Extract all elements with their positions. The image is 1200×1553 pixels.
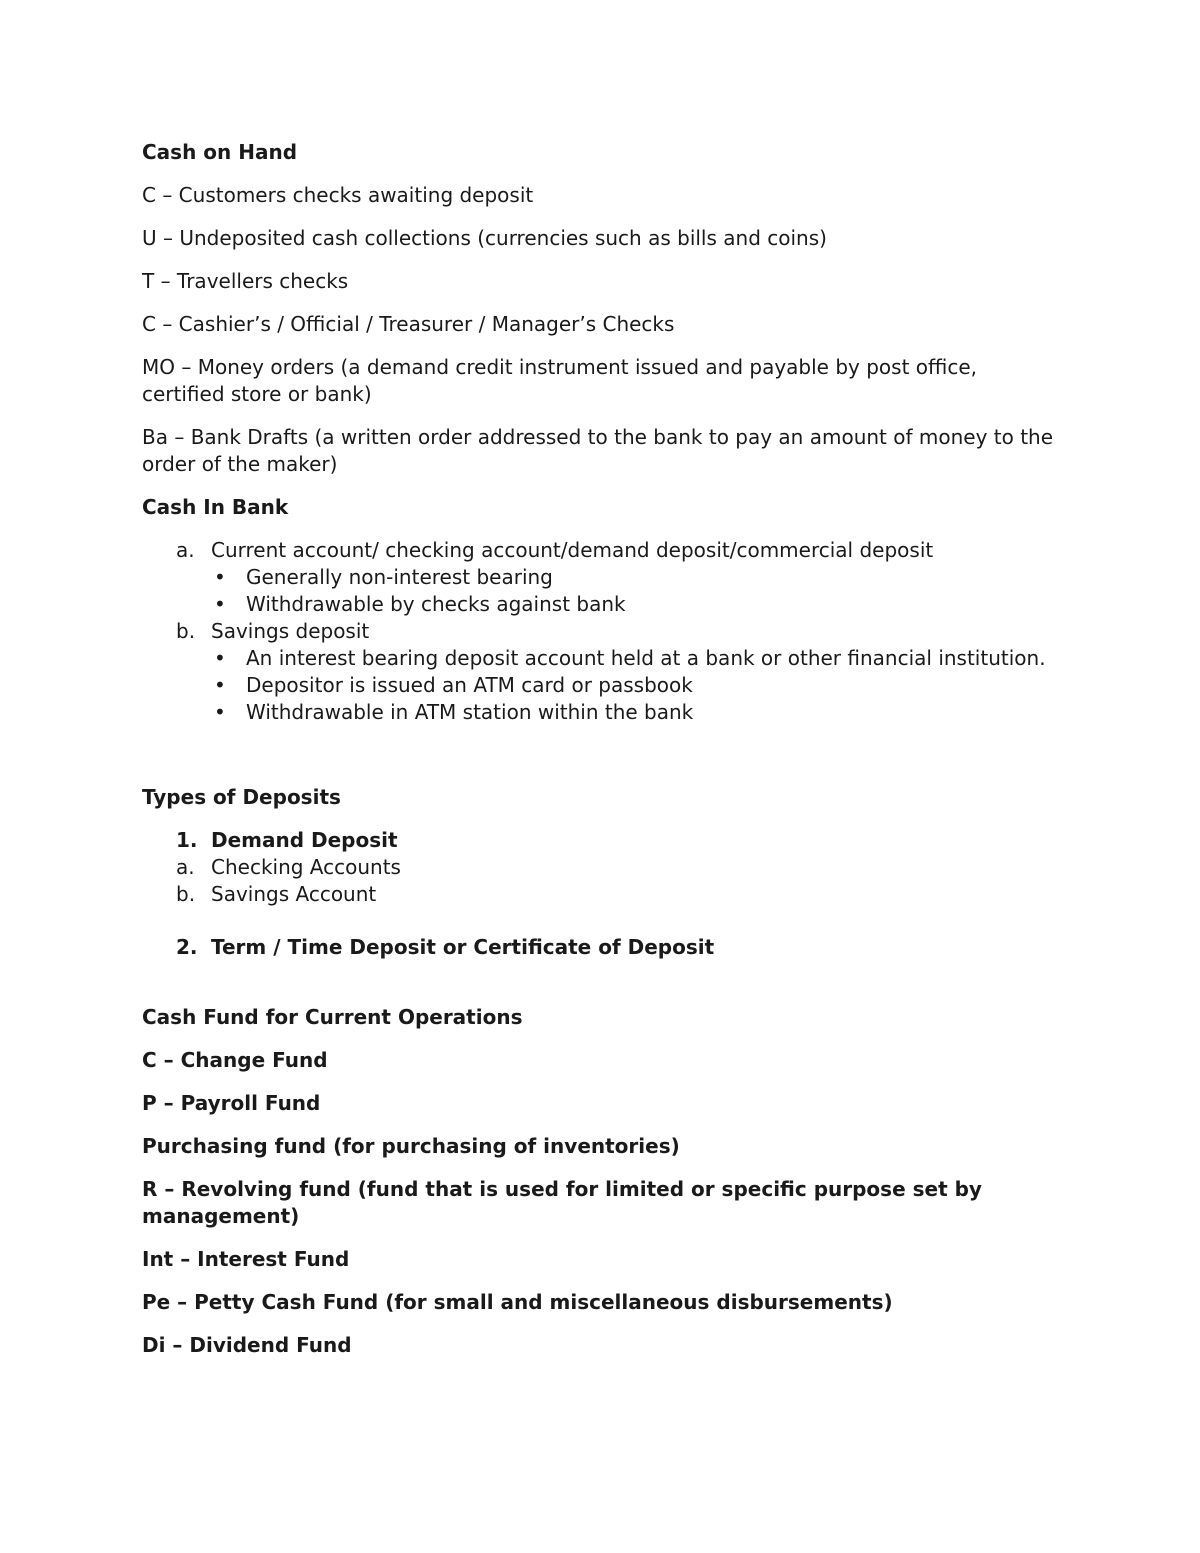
cash-fund-line: R – Revolving fund (fund that is used for limited or specific purpose set by management) [142, 1177, 982, 1228]
cash-on-hand-line: MO – Money orders (a demand credit instrument issued and payable by post office, certified store or bank) [142, 355, 977, 406]
cash-fund-line: Pe – Petty Cash Fund (for small and miscellaneous disbursements) [142, 1290, 893, 1314]
numbered-item-label: Demand Deposit [211, 828, 398, 852]
bullet-item [211, 564, 1062, 591]
list-item [142, 881, 1062, 908]
bullet-item [211, 672, 1062, 699]
bullet-icon: • [214, 700, 226, 724]
bullet-text: Generally non-interest bearing [246, 565, 553, 589]
numbered-item [142, 827, 1062, 854]
cash-on-hand-line: U – Undeposited cash collections (currencies such as bills and coins) [142, 226, 827, 250]
types-of-deposits-heading: Types of Deposits [142, 785, 341, 809]
cash-fund-line: Di – Dividend Fund [142, 1333, 352, 1357]
cash-fund-heading: Cash Fund for Current Operations [142, 1005, 523, 1029]
bullet-text: An interest bearing deposit account held at a bank or other financial institution. [246, 646, 1046, 670]
list-marker: 1. [176, 828, 198, 852]
cash-on-hand-line: Ba – Bank Drafts (a written order addressed to the bank to pay an amount of money to the order of the maker) [142, 425, 1054, 476]
cash-on-hand-section [142, 139, 1062, 478]
bullet-text: Withdrawable in ATM station within the bank [246, 700, 694, 724]
bullet-list [211, 564, 1062, 618]
numbered-item-label: Term / Time Deposit or Certificate of Deposit [211, 935, 715, 959]
cash-in-bank-list [142, 537, 1062, 726]
bullet-icon: • [214, 646, 226, 670]
spacer [142, 961, 1062, 1004]
list-item-label: Current account/ checking account/demand deposit/commercial deposit [211, 538, 934, 562]
list-item [142, 854, 1062, 881]
cash-fund-line: P – Payroll Fund [142, 1091, 321, 1115]
cash-in-bank-section [142, 494, 1062, 726]
spacer [142, 908, 1062, 934]
bullet-item [211, 699, 1062, 726]
list-item-label: Savings deposit [211, 619, 370, 643]
bullet-icon: • [214, 673, 226, 697]
cash-on-hand-heading: Cash on Hand [142, 140, 298, 164]
cash-on-hand-line: C – Cashier’s / Official / Treasurer / Manager’s Checks [142, 312, 675, 336]
bullet-item [211, 591, 1062, 618]
list-marker: b. [176, 882, 196, 906]
spacer [142, 726, 1062, 784]
list-item [142, 618, 1062, 726]
list-marker: a. [176, 855, 195, 879]
bullet-icon: • [214, 592, 226, 616]
bullet-item [211, 645, 1062, 672]
cash-fund-section [142, 1004, 1062, 1359]
types-of-deposits-section [142, 784, 1062, 961]
document-page [142, 139, 1062, 1375]
list-item-label: Savings Account [211, 882, 377, 906]
list-item [142, 537, 1062, 618]
bullet-text: Withdrawable by checks against bank [246, 592, 626, 616]
cash-fund-line: Int – Interest Fund [142, 1247, 350, 1271]
cash-on-hand-line: T – Travellers checks [142, 269, 349, 293]
bullet-text: Depositor is issued an ATM card or passbook [246, 673, 693, 697]
cash-in-bank-heading: Cash In Bank [142, 495, 289, 519]
bullet-list [211, 645, 1062, 726]
numbered-item [142, 934, 1062, 961]
cash-on-hand-line: C – Customers checks awaiting deposit [142, 183, 534, 207]
list-marker: 2. [176, 935, 198, 959]
list-marker: a. [176, 538, 195, 562]
list-item-label: Checking Accounts [211, 855, 401, 879]
cash-fund-line: Purchasing fund (for purchasing of inventories) [142, 1134, 680, 1158]
bullet-icon: • [214, 565, 226, 589]
list-marker: b. [176, 619, 196, 643]
cash-fund-line: C – Change Fund [142, 1048, 328, 1072]
